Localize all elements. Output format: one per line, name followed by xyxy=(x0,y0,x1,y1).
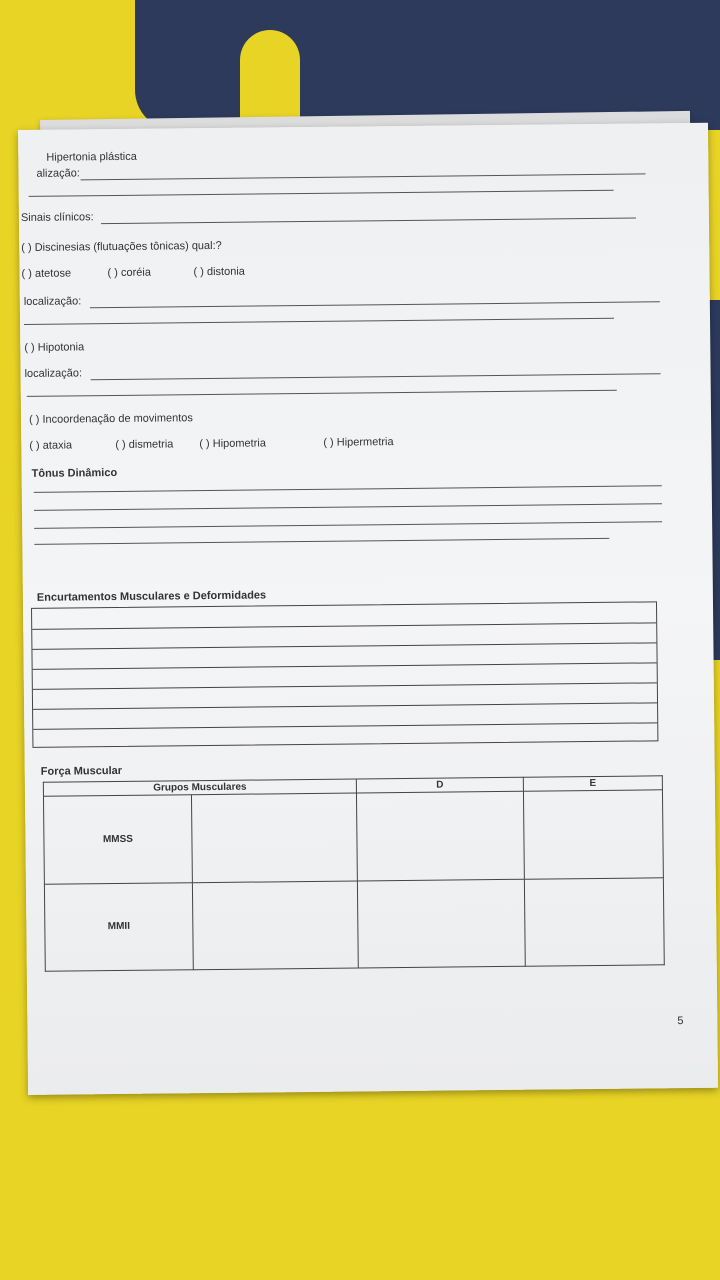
write-line xyxy=(34,503,662,511)
tonus-dinamico-heading: Tônus Dinâmico xyxy=(31,466,118,480)
write-line xyxy=(81,173,646,180)
write-line xyxy=(24,318,614,325)
table-cell xyxy=(357,879,525,968)
table-cell xyxy=(356,791,524,880)
discinesias-option: ( ) Discinesias (flutuações tônicas) qual:? xyxy=(21,239,222,254)
write-line xyxy=(101,218,636,225)
write-line xyxy=(29,190,614,197)
forca-muscular-table xyxy=(43,775,665,971)
encurtamentos-heading: Encurtamentos Musculares e Deformidades xyxy=(36,589,267,604)
row-mmss-label: MMSS xyxy=(43,795,192,884)
box-row-line xyxy=(32,642,656,650)
localizacao-label: localização: xyxy=(23,295,82,308)
grupos-musculares-header: Grupos Musculares xyxy=(43,779,356,796)
form-page xyxy=(18,123,718,1095)
atetose-option: ( ) atetose xyxy=(21,267,72,280)
incoordenacao-option: ( ) Incoordenação de movimentos xyxy=(28,412,193,426)
table-cell xyxy=(523,790,663,879)
hipertonia-plastica-label: Hipertonia plástica xyxy=(46,150,137,164)
distonia-option: ( ) distonia xyxy=(193,265,245,279)
box-row-line xyxy=(33,702,657,710)
write-line xyxy=(90,301,660,308)
coreia-option: ( ) coréia xyxy=(107,266,151,280)
sinais-clinicos-label: Sinais clínicos: xyxy=(20,211,94,224)
col-d-header: D xyxy=(356,777,523,793)
row-mmii-label: MMII xyxy=(44,882,193,971)
write-line xyxy=(34,538,609,545)
dismetria-option: ( ) dismetria xyxy=(115,438,174,451)
alizacao-label: alização: xyxy=(36,167,80,180)
background-letter-hole xyxy=(240,30,300,130)
ataxia-option: ( ) ataxia xyxy=(29,439,73,452)
box-row-line xyxy=(33,662,657,670)
write-line xyxy=(34,485,662,493)
hipotonia-option: ( ) Hipotonia xyxy=(24,341,85,354)
forca-muscular-heading: Força Muscular xyxy=(40,764,123,778)
hipometria-option: ( ) Hipometria xyxy=(199,437,266,451)
table-cell xyxy=(192,880,358,969)
write-line xyxy=(27,390,617,397)
write-line xyxy=(91,373,661,380)
box-row-line xyxy=(33,722,657,730)
box-row-line xyxy=(32,622,656,630)
hipermetria-option: ( ) Hipermetria xyxy=(323,436,394,449)
write-line xyxy=(34,521,662,529)
box-row-line xyxy=(33,682,657,690)
table-cell xyxy=(191,793,357,882)
col-e-header: E xyxy=(523,776,662,791)
localizacao-label: localização: xyxy=(24,367,83,380)
table-cell xyxy=(524,877,664,966)
encurtamentos-box xyxy=(31,601,658,748)
page-number: 5 xyxy=(677,1015,684,1028)
